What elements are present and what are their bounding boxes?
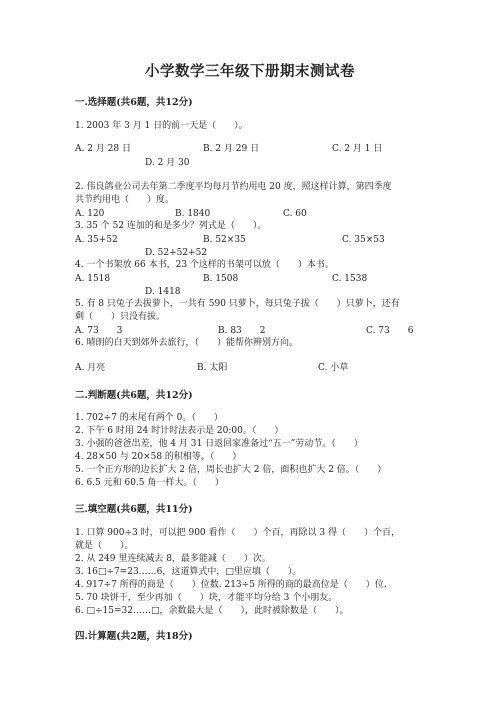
question-text: 1. 2003 年 3 月 1 日的前一天是（ ）。 bbox=[75, 121, 248, 131]
option-a: A. 月亮 bbox=[75, 363, 106, 373]
question-text-cont: 就是（ ）。 bbox=[75, 541, 134, 551]
option-d: D. 1418 bbox=[145, 287, 181, 297]
question-text-cont: 剩（ ）只没有拔。 bbox=[75, 312, 166, 322]
question-text: 3. 小强的爸爸出差，他 4 月 31 日返回家准备过“五一”劳动节。（ ） bbox=[75, 439, 363, 449]
question-text: 6. 6.5 元和 60.5 角一样大。（ ） bbox=[75, 478, 224, 488]
option-b: B. 1508 bbox=[203, 274, 239, 284]
section-heading-fill: 三.填空题(共6题，共11分) bbox=[75, 504, 193, 515]
option-d: D. 52+52+52 bbox=[145, 248, 208, 258]
question-text: 2. 从 249 里连续减去 8，最多能减（ ）次。 bbox=[75, 554, 271, 564]
question-text: 2. 伟良鸽业公司去年第二季度平均每月节约用电 20 度，照这样计算，第四季度 bbox=[75, 182, 392, 192]
question-text: 6. □÷15=32……□，余数最大是（ ），此时被除数是（ ）。 bbox=[75, 606, 349, 616]
section-heading-choice: 一.选择题(共6题，共12分) bbox=[75, 97, 193, 108]
question-text-cont: 共节约用电（ ）度。 bbox=[75, 195, 175, 205]
option-b: B. 2 月 29 日 bbox=[203, 144, 260, 154]
option-c: C. 73 6 bbox=[366, 326, 414, 336]
option-a: A. 120 bbox=[75, 209, 105, 219]
option-b: B. 太阳 bbox=[197, 363, 228, 373]
section-heading-judgement: 二.判断题(共6题，共12分) bbox=[75, 390, 193, 401]
option-d: D. 2 月 30 bbox=[145, 158, 190, 168]
page-title: 小学数学三年级下册期末测试卷 bbox=[145, 63, 355, 80]
question-text: 1. 口算 900÷3 时，可以把 900 看作（ ）个百，再除以 3 得（ ）个百， bbox=[75, 528, 400, 538]
option-c: C. 60 bbox=[283, 209, 307, 219]
question-text: 5. 有 8 只兔子去拔萝卜，一共有 590 只萝卜，每只兔子拔（ ）只萝卜，还有 bbox=[75, 299, 400, 309]
question-text: 4. 917÷7 所得的商是（ ）位数. 213÷5 所得的商的最高位是（ ）位. bbox=[75, 580, 387, 590]
question-text: 5. 一个正方形的边长扩大 2 倍，周长也扩大 2 倍，面积也扩大 2 倍。（ ） bbox=[75, 465, 387, 475]
option-a: A. 2 月 28 日 bbox=[75, 144, 131, 154]
question-text: 5. 70 块饼干，至少再加（ ）块，才能平均分给 3 个小朋友。 bbox=[75, 593, 338, 603]
question-text: 1. 702÷7 的末尾有两个 0。（ ） bbox=[75, 413, 223, 423]
option-c: C. 小草 bbox=[318, 363, 349, 373]
question-text: 2. 下午 6 时用 24 时计时法表示是 20:00。（ ） bbox=[75, 426, 284, 436]
option-c: C. 2 月 1 日 bbox=[332, 144, 383, 154]
option-a: A. 73 3 bbox=[75, 326, 123, 336]
section-heading-calc: 四.计算题(共2题，共18分) bbox=[75, 631, 193, 642]
option-c: C. 1538 bbox=[332, 274, 368, 284]
option-c: C. 35×53 bbox=[342, 235, 385, 245]
question-text: 3. 16□÷7=23……6，这道算式中，□里应填（ ）。 bbox=[75, 567, 302, 577]
question-text: 4. 28×50 与 20×58 的积相等。（ ） bbox=[75, 452, 242, 462]
option-a: A. 1518 bbox=[75, 274, 111, 284]
question-text: 6. 晴朗的白天到郊外去旅行，（ ）能帮你辨别方向。 bbox=[75, 338, 298, 348]
question-text: 4. 一个书架放 66 本书，23 个这样的书架可以放（ ）本书。 bbox=[75, 260, 334, 270]
option-b: B. 52×35 bbox=[203, 235, 246, 245]
question-text: 3. 35 个 52 连加的和是多少？列式是（ ）。 bbox=[75, 221, 267, 231]
option-a: A. 35+52 bbox=[75, 235, 118, 245]
option-b: B. 1840 bbox=[175, 209, 211, 219]
option-b: B. 83 2 bbox=[218, 326, 266, 336]
